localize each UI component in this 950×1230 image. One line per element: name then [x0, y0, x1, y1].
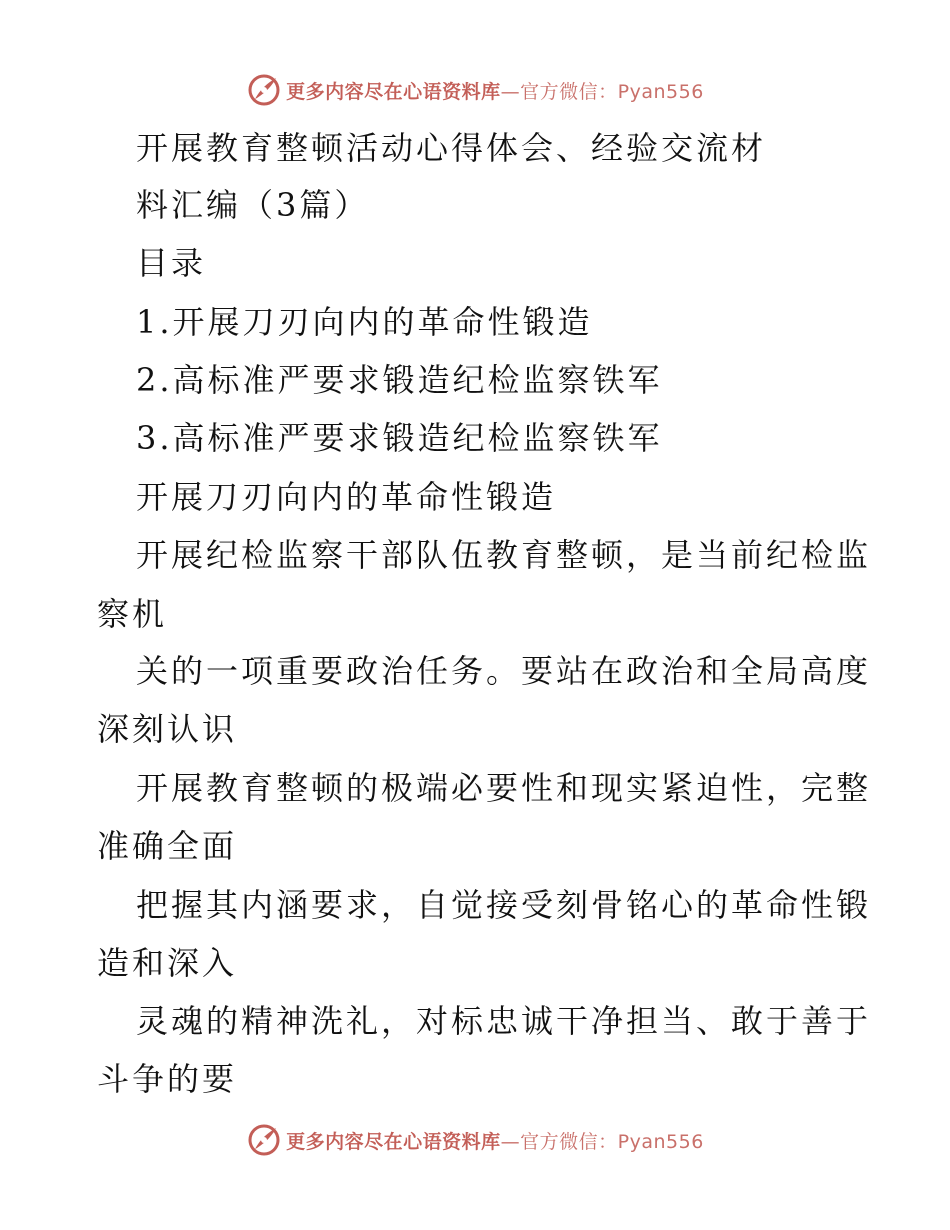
watermark-separator: —: [500, 80, 521, 103]
paragraph-line: 开展纪检监察干部队伍教育整顿，是当前纪检监: [136, 536, 872, 574]
section-heading: 开展刀刃向内的革命性锻造: [136, 478, 557, 516]
paragraph-line: 准确全面: [97, 827, 238, 865]
watermark-contact: 官方微信：Pyan556: [520, 80, 704, 103]
header-watermark: [0, 72, 950, 108]
watermark-separator: —: [500, 1130, 521, 1153]
watermark-brand: 更多内容尽在心语资料库: [286, 80, 501, 103]
toc-item-2: 2.高标准严要求锻造纪检监察铁军: [136, 361, 663, 399]
watermark-contact: 官方微信：Pyan556: [520, 1130, 704, 1153]
footer-watermark: [0, 1122, 950, 1158]
toc-item-3: 3.高标准严要求锻造纪检监察铁军: [136, 419, 663, 457]
paragraph-line: 开展教育整顿的极端必要性和现实紧迫性，完整: [136, 769, 872, 807]
paragraph-line: 造和深入: [97, 944, 238, 982]
paragraph-line: 灵魂的精神洗礼，对标忠诚干净担当、敢于善于: [136, 1002, 872, 1040]
toc-heading: 目录: [136, 244, 207, 282]
quill-logo-icon: [246, 1122, 282, 1158]
toc-item-1: 1.开展刀刃向内的革命性锻造: [136, 303, 593, 341]
paragraph-line: 把握其内涵要求，自觉接受刻骨铭心的革命性锻: [136, 886, 872, 924]
paragraph-line: 深刻认识: [97, 710, 238, 748]
paragraph-line: 斗争的要: [97, 1060, 238, 1098]
doc-title-line-1: 开展教育整顿活动心得体会、经验交流材: [136, 129, 767, 167]
quill-logo-icon: [246, 72, 282, 108]
doc-title-line-2: 料汇编（3篇）: [136, 186, 370, 224]
paragraph-line: 察机: [97, 595, 168, 633]
paragraph-line: 关的一项重要政治任务。要站在政治和全局高度: [136, 652, 872, 690]
watermark-brand: 更多内容尽在心语资料库: [286, 1130, 501, 1153]
